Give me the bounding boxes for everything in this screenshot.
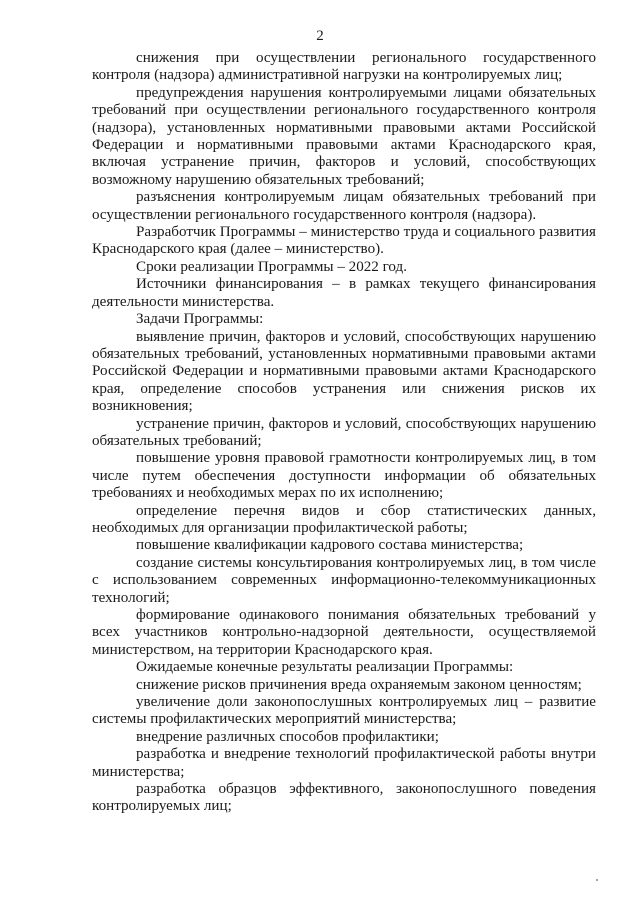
paragraph: снижение рисков причинения вреда охраняемым законом ценностям; [136, 676, 582, 693]
paragraph: Источники финансирования – в рамках текущего финансирования деятельности министерства. [92, 276, 596, 310]
paragraph: формирование одинакового понимания обязательных требований у всех участников контрольно-надзорной деятельности, осуществляемой министерством, на территории Краснодарского края. [92, 607, 596, 658]
paragraph: Сроки реализации Программы – 2022 год. [136, 258, 407, 275]
paragraph: разработка образцов эффективного, законопослушного поведения контролируемых лиц; [92, 781, 596, 815]
section-heading: Ожидаемые конечные результаты реализации Программы: [136, 659, 514, 676]
paragraph: предупреждения нарушения контролируемыми лицами обязательных требований при осуществлении регионального государственного контроля (надзора), установленных нормативными правовыми актами Российской Федерации и нормативными правовыми актами Краснодарского края, включая устранение причин, факторов и условий, способствующих возможному нарушению обязательных требований; [92, 84, 596, 188]
scan-artifact [596, 879, 598, 881]
paragraph: создание системы консультирования контролируемых лиц, в том числе с использованием современных информационно-телекоммуникационных технологий; [92, 554, 596, 606]
paragraph: повышение квалификации кадрового состава министерства; [136, 537, 524, 554]
paragraph: разъяснения контролируемым лицам обязательных требований при осуществлении регионального государственного контроля (надзора). [92, 189, 596, 223]
page-number: 2 [316, 28, 324, 44]
paragraph: Разработчик Программы – министерство труда и социального развития Краснодарского края (далее – министерство). [92, 224, 596, 258]
paragraph: увеличение доли законопослушных контролируемых лиц – развитие системы профилактических мероприятий министерства; [92, 694, 596, 728]
paragraph: определение перечня видов и сбор статистических данных, необходимых для организации профилактической работы; [92, 502, 596, 536]
paragraph: снижения при осуществлении регионального государственного контроля (надзора) административной нагрузки на контролируемых лиц; [92, 50, 596, 84]
document-body [92, 50, 596, 816]
paragraph: внедрение различных способов профилактики; [136, 728, 439, 745]
paragraph: повышение уровня правовой грамотности контролируемых лиц, в том числе путем обеспечения доступности информации об обязательных требованиях и необходимых мерах по их исполнению; [92, 450, 596, 502]
paragraph: разработка и внедрение технологий профилактической работы внутри министерства; [92, 746, 596, 780]
paragraph: устранение причин, факторов и условий, способствующих нарушению обязательных требований; [92, 415, 596, 449]
section-heading: Задачи Программы: [136, 311, 264, 328]
paragraph: выявление причин, факторов и условий, способствующих нарушению обязательных требований, установленных нормативными правовыми актами Российской Федерации и нормативными правовыми актами Краснодарского края, определение способов устранения или снижения рисков их возникновения; [92, 328, 596, 415]
